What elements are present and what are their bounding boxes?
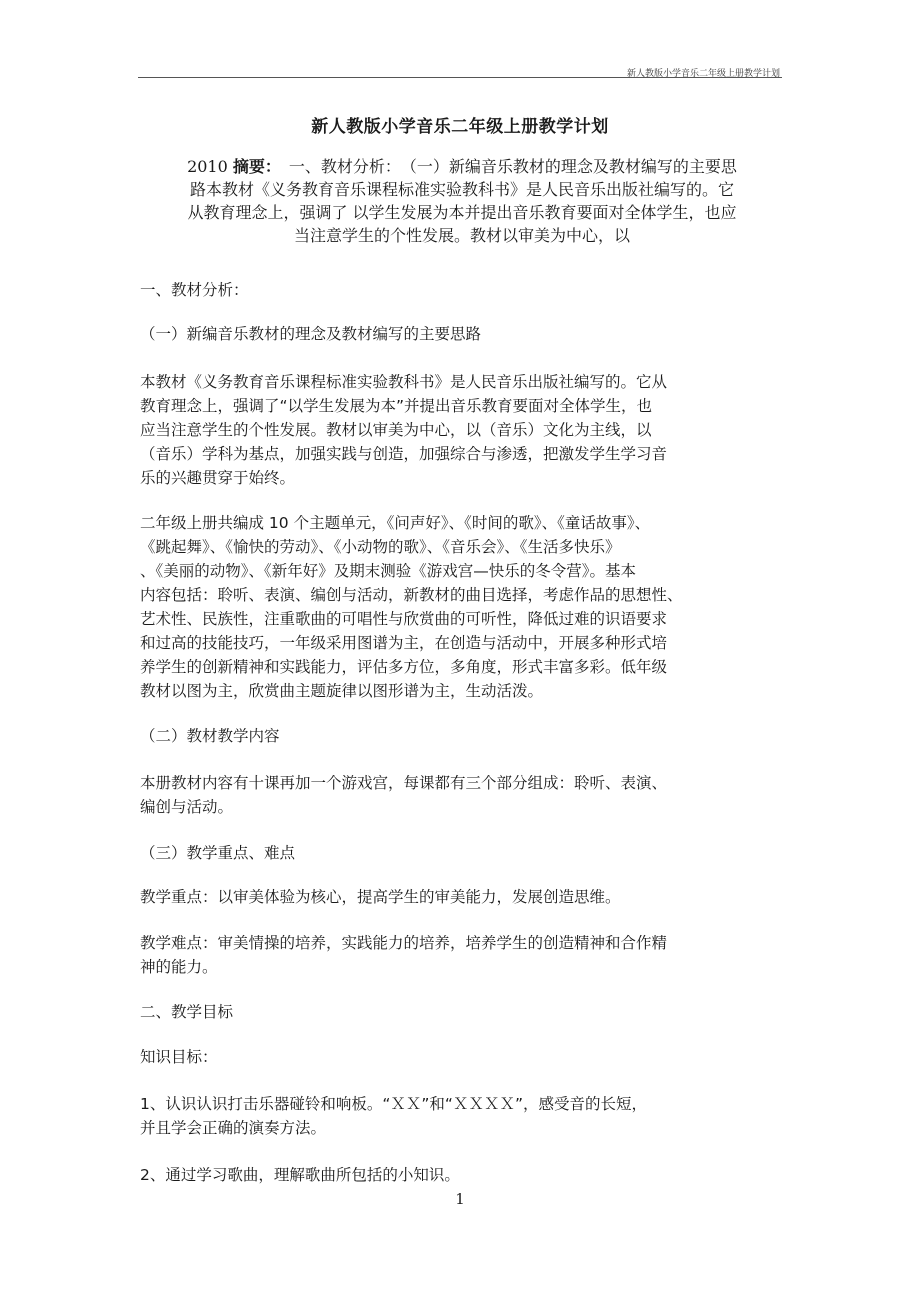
abstract-line: 路本教材《义务教育音乐课程标准实验教科书》是人民音乐出版社编写的。它	[189, 180, 734, 199]
abstract-year: 2010	[187, 157, 228, 176]
abstract	[150, 155, 774, 247]
section-heading: 二、教学目标	[140, 1003, 234, 1021]
abstract-text: 一、教材分析： （一）新编音乐教材的理念及教材编写的主要思	[288, 157, 737, 176]
paragraph: 教学难点：审美情操的培养，实践能力的培养，培养学生的创造精神和合作精 神的能力。	[140, 934, 668, 976]
abstract-label: 摘要：	[232, 157, 273, 176]
running-header: 新人教版小学音乐二年级上册教学计划	[626, 69, 780, 79]
paragraph: 教学重点：以审美体验为核心，提高学生的审美能力，发展创造思维。	[140, 888, 621, 906]
paragraph: 2、通过学习歌曲，理解歌曲所包括的小知识。	[140, 1166, 460, 1184]
paragraph: 本册教材内容有十课再加一个游戏宫，每课都有三个部分组成：聆听、表演、 编创与活动。	[140, 774, 668, 816]
paragraph: 本教材《义务教育音乐课程标准实验教科书》是人民音乐出版社编写的。它从 教育理念上，强调了“以学生发展为本”并提出音乐教育要面对全体学生，也 应当注意学生的个性发展。教材以审美为中心，以（音乐）文化为主线，以 （音乐）学科为基点，加强实践与创造，加强综合与渗透，把激发学生学习音 乐的兴趣贯穿于始终。	[140, 373, 668, 487]
header-divider	[138, 77, 782, 78]
abstract-line	[150, 155, 774, 178]
paragraph: 1、认识认识打击乐器碰铃和响板。“ＸＸ”和“ＸＸＸＸ”，感受音的长短， 并且学会正确的演奏方法。	[140, 1095, 647, 1137]
subsection-heading: （三）教学重点、难点	[140, 844, 296, 862]
abstract-line: 当注意学生的个性发展。教材以审美为中心，以	[293, 226, 630, 245]
page-number: 1	[455, 1190, 465, 1208]
document-title: 新人教版小学音乐二年级上册教学计划	[311, 117, 609, 137]
paragraph: 知识目标：	[140, 1048, 218, 1066]
paragraph: 二年级上册共编成 10 个主题单元，《问声好》、《时间的歌》、《童话故事》、 《跳起舞》、《愉快的劳动》、《小动物的歌》、《音乐会》、《生活多快乐》 、《美丽的动物》、《新年好》及期末测验《游戏宫—快乐的冬令营》。基本 内容包括：聆听、表演、编创与活动，新教材的曲目选择，考虑作品的思想性、 艺术性、民族性，注重歌曲的可唱性与欣赏曲的可听性，降低过难的识语要求 和过高的技能技巧，一年级采用图谱为主，在创造与活动中，开展多种形式培 养学生的创新精神和实践能力，评估多方位，多角度，形式丰富多彩。低年级 教材以图为主，欣赏曲主题旋律以图形谱为主，生动活泼。	[140, 514, 683, 700]
subsection-heading: （二）教材教学内容	[140, 727, 280, 745]
section-heading: 一、教材分析：	[140, 281, 249, 299]
abstract-line: 从教育理念上，强调了 以学生发展为本并提出音乐教育要面对全体学生，也应	[187, 203, 737, 222]
subsection-heading: （一）新编音乐教材的理念及教材编写的主要思路	[140, 325, 482, 343]
